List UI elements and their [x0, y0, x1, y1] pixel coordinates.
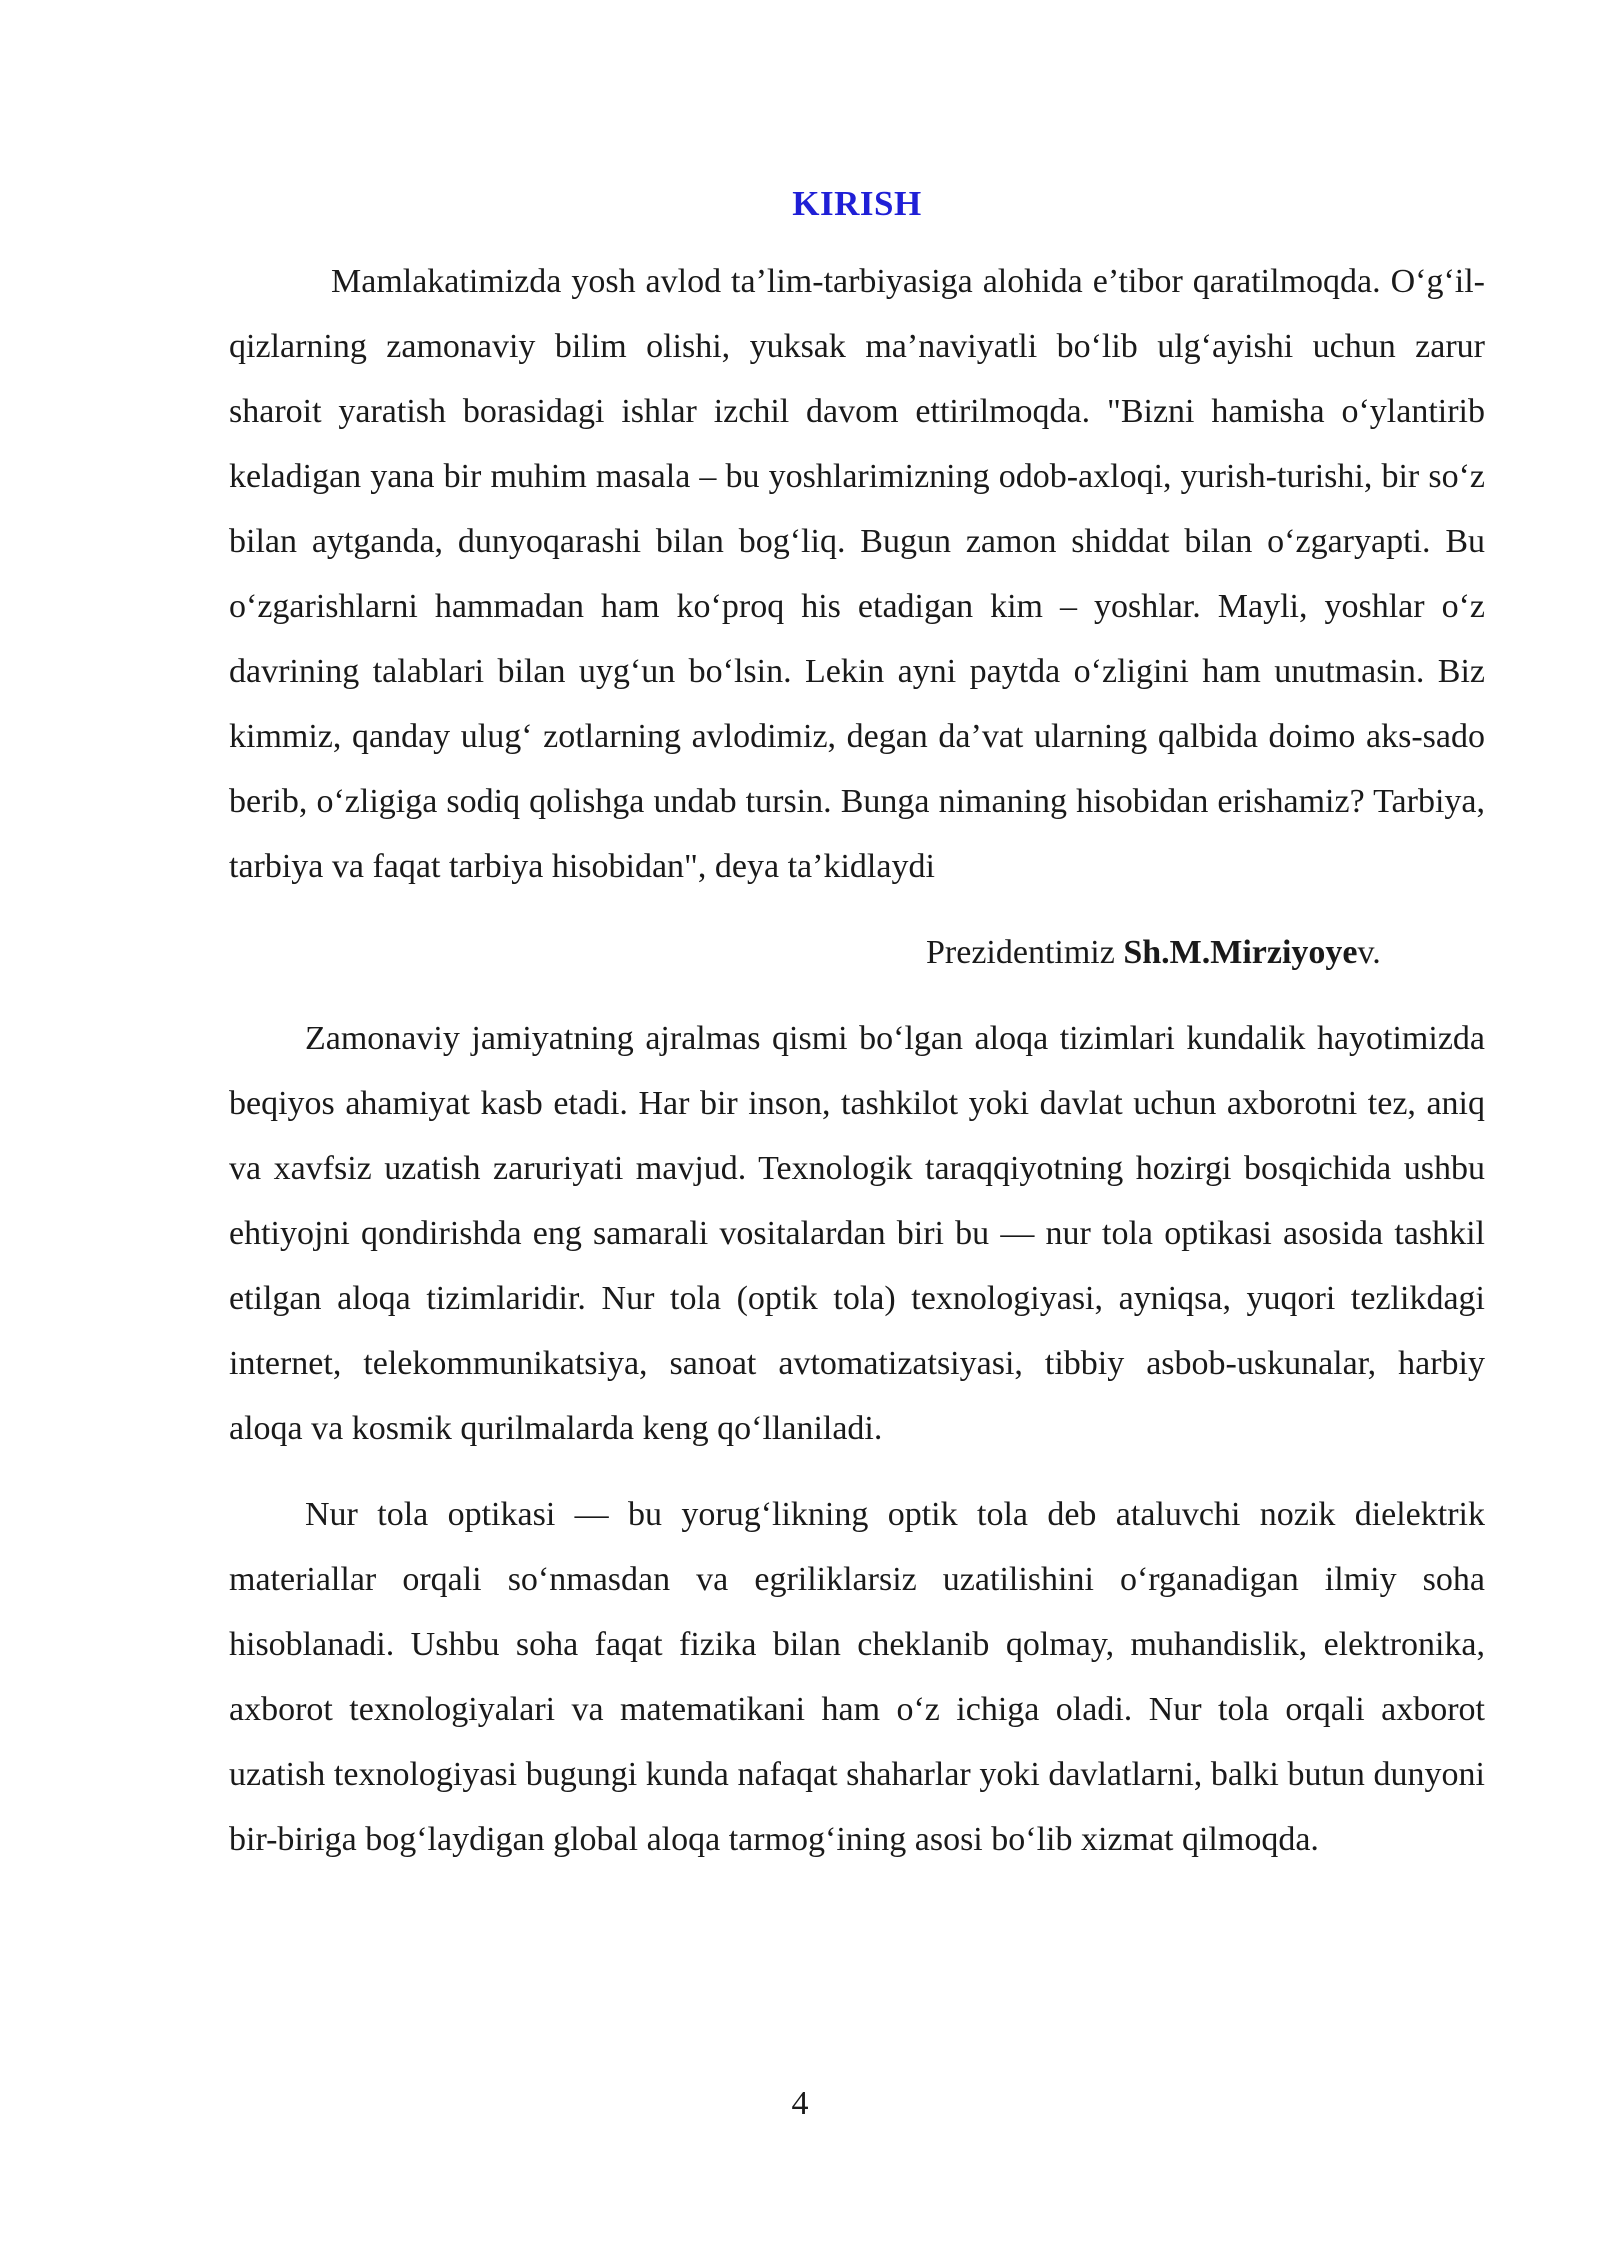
paragraph-intro-quote: Mamlakatimizda yosh avlod ta’lim-tarbiyasiga alohida e’tibor qaratilmoqda. O‘g‘il-qizlarning zamonaviy bilim olishi, yuksak ma’naviyatli bo‘lib ulg‘ayishi uchun zarur sharoit yaratish borasidagi ishlar izchil davom ettirilmoqda. "Bizni hamisha o‘ylantirib keladigan yana bir muhim masala – bu yoshlarimizning odob-axloqi, yurish-turishi, bir so‘z bilan aytganda, dunyoqarashi bilan bog‘liq. Bugun zamon shiddat bilan o‘zgaryapti. Bu o‘zgarishlarni hammadan ham ko‘proq his etadigan kim – yoshlar. Mayli, yoshlar o‘z davrining talablari bilan uyg‘un bo‘lsin. Lekin ayni paytda o‘zligini ham unutmasin. Biz kimmiz, qanday ulug‘ zotlarning avlodimiz, degan da’vat ularning qalbida doimo aks-sado berib, o‘zligiga sodiq qolishga undab tursin. Bunga nimaning hisobidan erishamiz? Tarbiya, tarbiya va faqat tarbiya hisobidan", deya ta’kidlaydi	[229, 263, 1485, 885]
document-page	[229, 178, 1485, 1872]
page-number: 4	[791, 2085, 809, 2122]
attribution-name: Sh.M.Mirziyoye	[1123, 934, 1358, 971]
section-heading: KIRISH	[792, 184, 922, 223]
attribution-suffix: v.	[1357, 934, 1381, 971]
paragraph-fiber-optics: Nur tola optikasi — bu yorug‘likning optik tola deb ataluvchi nozik dielektrik materiallar orqali so‘nmasdan va egriliklarsiz uzatilishini o‘rganadigan ilmiy soha hisoblanadi. Ushbu soha faqat fizika bilan cheklanib qolmay, muhandislik, elektronika, axborot texnologiyalari va matematikani ham o‘z ichiga oladi. Nur tola orqali axborot uzatish texnologiyasi bugungi kunda nafaqat shaharlar yoki davlatlarni, balki butun dunyoni bir-biriga bog‘laydigan global aloqa tarmog‘ining asosi bo‘lib xizmat qilmoqda.	[229, 1496, 1485, 1858]
paragraph-communication-systems: Zamonaviy jamiyatning ajralmas qismi bo‘lgan aloqa tizimlari kundalik hayotimizda beqiyos ahamiyat kasb etadi. Har bir inson, tashkilot yoki davlat uchun axborotni tez, aniq va xavfsiz uzatish zaruriyati mavjud. Texnologik taraqqiyotning hozirgi bosqichida ushbu ehtiyojni qondirishda eng samarali vositalardan biri bu — nur tola optikasi asosida tashkil etilgan aloqa tizimlaridir. Nur tola (optik tola) texnologiyasi, ayniqsa, yuqori tezlikdagi internet, telekommunikatsiya, sanoat avtomatizatsiyasi, tibbiy asbob-uskunalar, harbiy aloqa va kosmik qurilmalarda keng qo‘llaniladi.	[229, 1020, 1485, 1447]
quote-attribution	[229, 920, 1485, 985]
attribution-prefix: Prezidentimiz	[926, 934, 1124, 971]
